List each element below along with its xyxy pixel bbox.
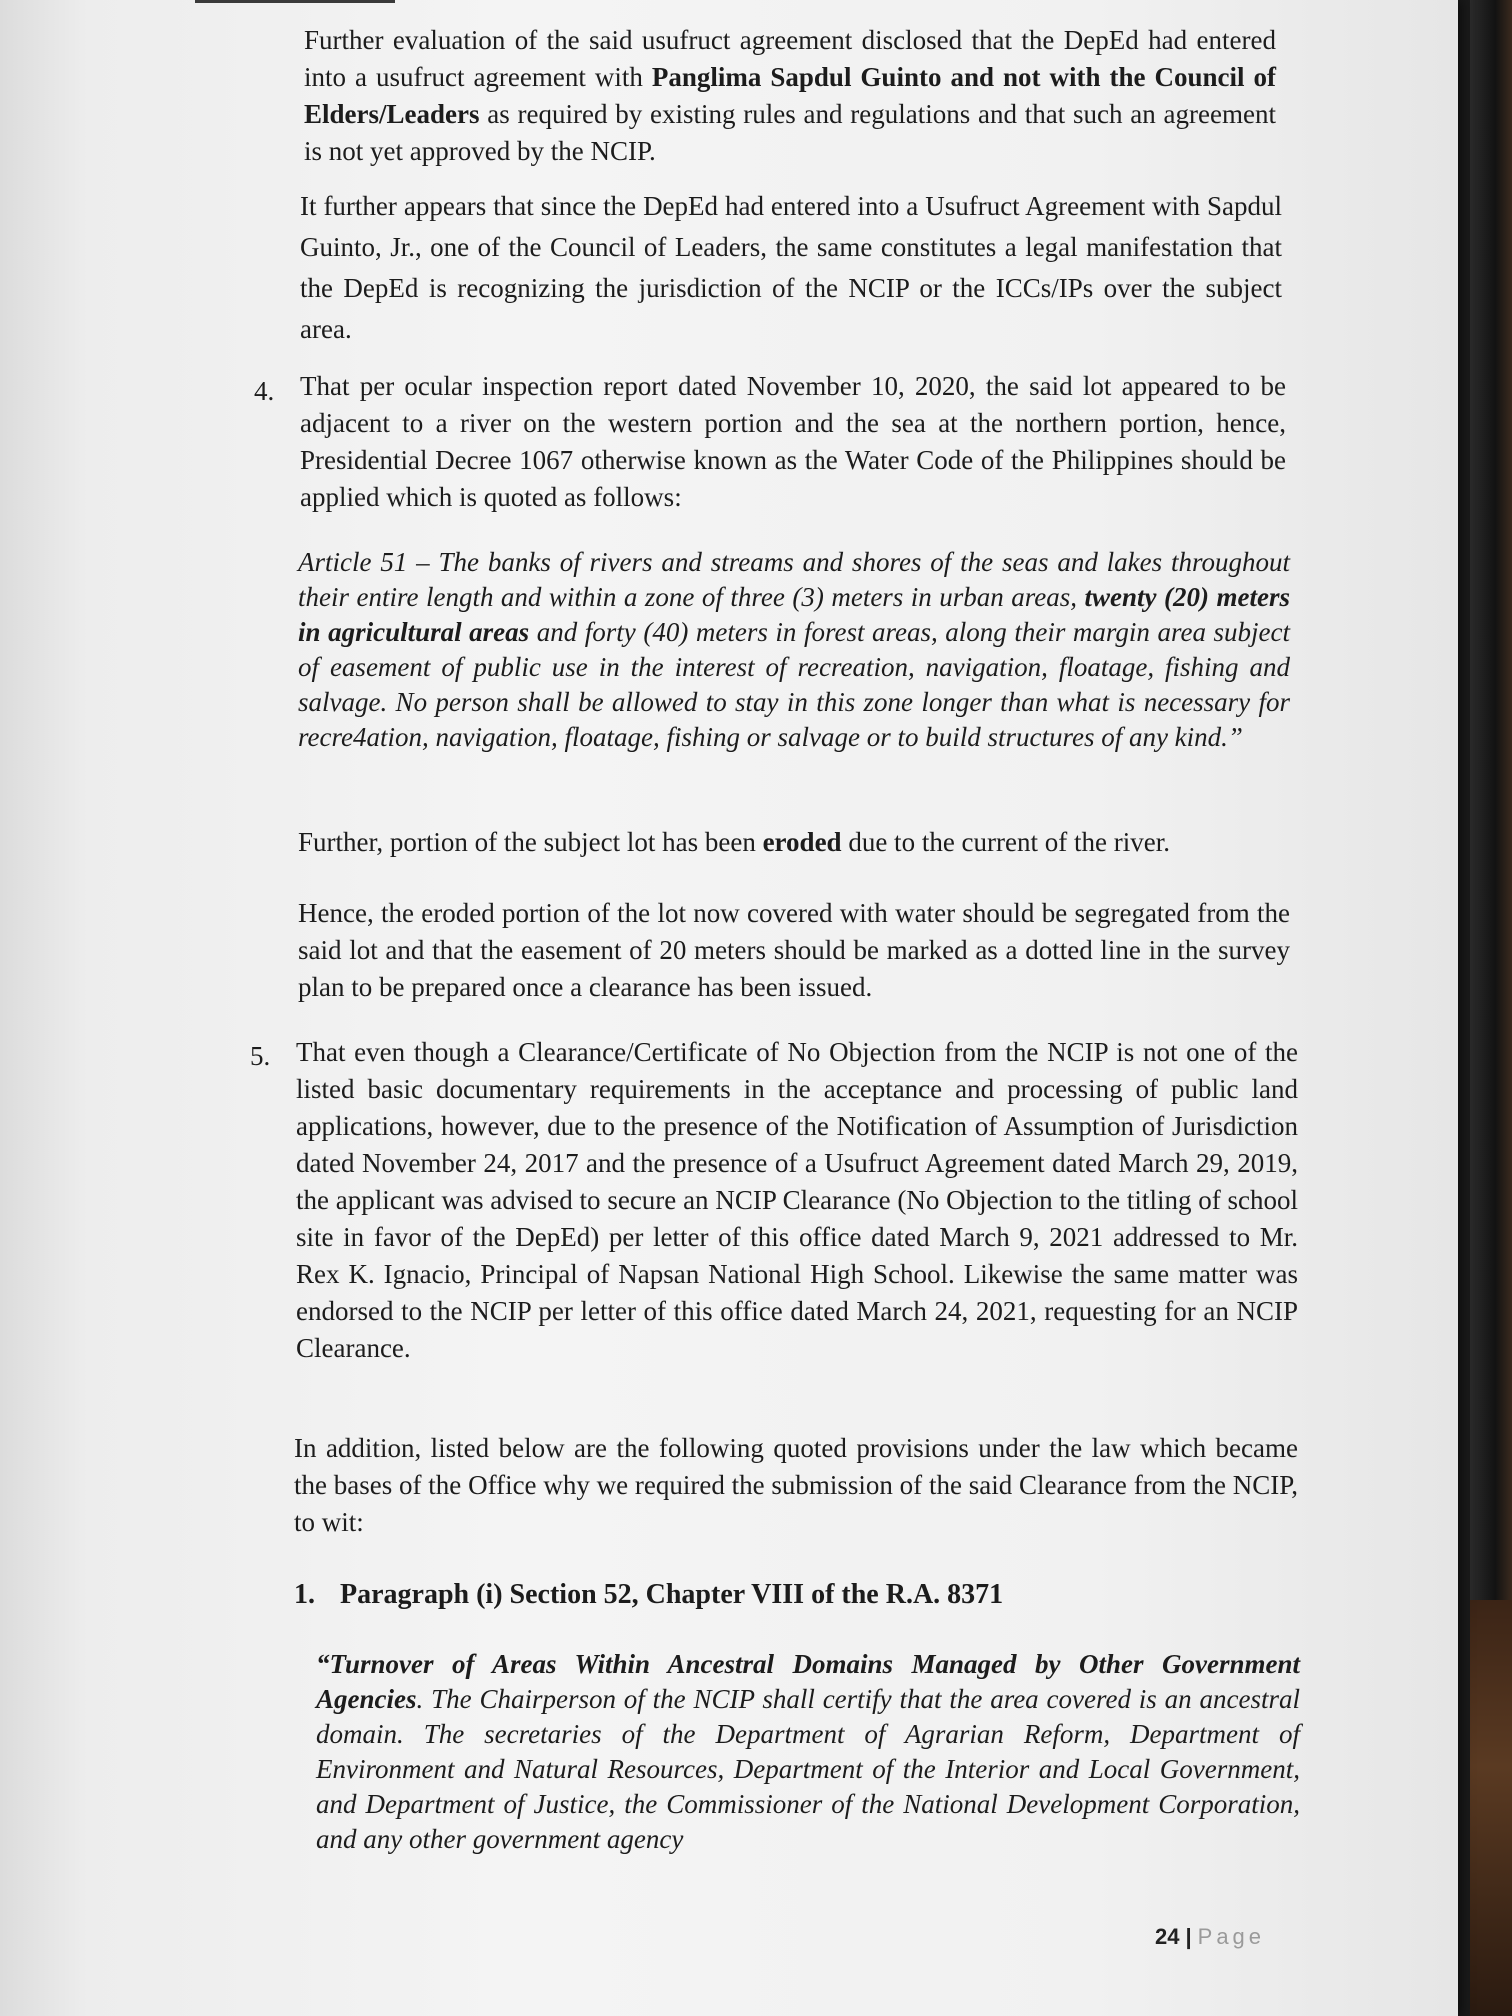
sub-list-number-1: 1. xyxy=(294,1579,315,1610)
paragraph-text: Hence, the eroded portion of the lot now covered with water should be segregated from the said lot and that the easement of 20 meters should be marked as a dotted line in the survey plan to be prepared once a clearance has been issued. xyxy=(298,898,1290,1002)
quote-text: . The Chairperson of the NCIP shall certify that the area covered is an ancestral domain. The secretaries of the Department of Agrarian Reform, Department of Environment and Natural Resources, Department of the Interior and Local Government, and Department of Justice, the Commissioner of the National Development Corporation, and any other government agency xyxy=(316,1684,1300,1854)
paragraph-eroded-portion xyxy=(298,824,1290,861)
item-4-ocular-inspection xyxy=(300,368,1286,516)
paragraph-segregation xyxy=(298,895,1290,1006)
page-label: Page xyxy=(1197,1924,1266,1949)
list-number-4: 4. xyxy=(254,376,275,406)
quote-text: and forty (40) meters in forest areas, along their margin area subject of easement of public use in the interest of recreation, navigation, floatage, fishing and salvage. No person shall be allowed to stay in this zone longer than what is necessary for recre4ation, navigation, floatage, fishing or salvage or to build structures of any kind.” xyxy=(298,617,1290,752)
backdrop-wood-surface xyxy=(1470,1600,1512,2016)
bold-emphasis: eroded xyxy=(762,827,842,857)
list-number-5: 5. xyxy=(250,1041,271,1071)
section-heading-ra-8371: Paragraph (i) Section 52, Chapter VIII of the R.A. 8371 xyxy=(340,1579,1004,1610)
footer-separator: | xyxy=(1185,1924,1192,1949)
paragraph-text: It further appears that since the DepEd had entered into a Usufruct Agreement with Sapdul Guinto, Jr., one of the Council of Leaders, the same constitutes a legal manifestation that the DepEd is recognizing the jurisdiction of the NCIP or the ICCs/IPs over the subject area. xyxy=(300,191,1282,344)
paragraph-text: Further, portion of the subject lot has been xyxy=(298,827,763,857)
page-footer xyxy=(1155,1918,1265,1955)
paragraph-text: as required by existing rules and regulations and that such an agreement is not yet approved by the NCIP. xyxy=(304,99,1276,166)
item-5-ncip-clearance xyxy=(296,1034,1298,1367)
paragraph-text: In addition, listed below are the following quoted provisions under the law which became the bases of the Office why we required the submission of the said Clearance from the NCIP, to wit: xyxy=(294,1433,1298,1537)
paragraph-quoted-provisions xyxy=(294,1430,1298,1541)
paragraph-text: That even though a Clearance/Certificate of No Objection from the NCIP is not one of the listed basic documentary requirements in the acceptance and processing of public land applications, however, due to the presence of the Notification of Assumption of Jurisdiction dated November 24, 2017 and the presence of a Usufruct Agreement dated March 29, 2019, the applicant was advised to secure an NCIP Clearance (No Objection to the titling of school site in favor of the DepEd) per letter of this office dated March 9, 2021 addressed to Mr. Rex K. Ignacio, Principal of Napsan National High School. Likewise the same matter was endorsed to the NCIP per letter of this office dated March 24, 2021, requesting for an NCIP Clearance. xyxy=(296,1037,1298,1363)
bold-emphasis: “Turnover of Areas Within Ancestral Domains Managed by Other Government Agencies xyxy=(316,1649,1300,1714)
quote-article-51 xyxy=(298,545,1290,755)
paragraph-text: Further evaluation of the said usufruct agreement disclosed that the DepEd had entered into a usufruct agreement with xyxy=(304,25,1276,92)
paragraph-jurisdiction-recognition xyxy=(300,186,1282,350)
bold-emphasis: twenty (20) meters in agricultural areas xyxy=(298,582,1290,647)
paragraph-usufruct-evaluation xyxy=(304,22,1276,170)
paragraph-text: That per ocular inspection report dated November 10, 2020, the said lot appeared to be adjacent to a river on the western portion and the sea at the northern portion, hence, Presidential Decree 1067 otherwise known as the Water Code of the Philippines should be applied which is quoted as follows: xyxy=(300,371,1286,512)
paragraph-text: due to the current of the river. xyxy=(841,827,1170,857)
bold-emphasis: Panglima Sapdul Guinto and not with the Council of Elders/Leaders xyxy=(304,62,1276,129)
quote-text: Article 51 – The banks of rivers and streams and shores of the seas and lakes throughout their entire length and within a zone of three (3) meters in urban areas, xyxy=(298,547,1290,612)
page-number: 24 xyxy=(1155,1924,1180,1949)
quote-section-52 xyxy=(316,1647,1300,1857)
